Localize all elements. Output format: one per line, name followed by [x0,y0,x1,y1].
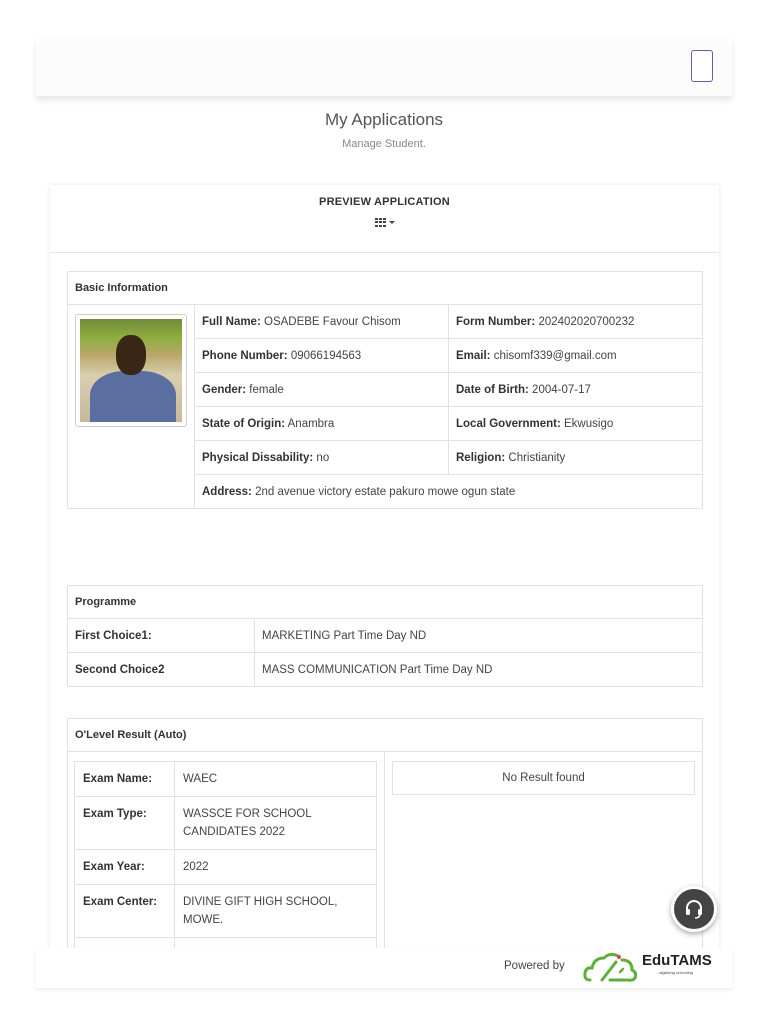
exam-details-table [74,761,377,973]
exam-center-value: DIVINE GIFT HIGH SCHOOL, MOWE. [175,885,377,938]
email-cell: Email: chisomf339@gmail.com [449,339,703,373]
card-title: PREVIEW APPLICATION [319,196,450,208]
disability-cell: Physical Dissability: no [195,441,449,475]
section-title-olevel: O'Level Result (Auto) [68,718,702,752]
table-row: Exam Year: 2022 [75,850,377,885]
application-preview-card [50,185,719,955]
exam-details [74,761,377,973]
form-number-value: 202402020700232 [538,315,635,328]
page-subtitle: Manage Student. [342,138,426,150]
table-row [68,653,703,687]
olevel-result-section [67,718,703,953]
table-row: Exam Name: WAEC [75,762,377,797]
religion-cell: Religion: Christianity [449,441,703,475]
lga-cell: Local Government: Ekwusigo [449,407,703,441]
brand-tagline: ...digitizing schooling [656,970,693,975]
exam-name-value: WAEC [175,762,377,797]
disability-value: no [316,451,330,464]
table-row [68,619,703,653]
options-dropdown-button[interactable] [375,216,395,228]
page-title: My Applications [324,110,444,129]
address-cell: Address: 2nd avenue victory estate pakuro mowe ogun state [195,475,703,509]
table-row: Exam Type: WASSCE FOR SCHOOL CANDIDATES 2022 [75,797,377,850]
dob-value: 2004-07-17 [532,383,591,396]
basic-information-section [67,271,703,509]
photo-cell [68,305,195,509]
table-row: Exam Center: DIVINE GIFT HIGH SCHOOL, MOWE. [75,885,377,938]
headset-icon [684,899,704,919]
gender-value: female [249,383,284,396]
powered-by-text: Powered by [504,960,565,972]
programme-table [67,618,703,687]
state-cell: State of Origin: Anambra [195,407,449,441]
brand-name: EduTAMS [642,952,712,969]
programme-section [67,585,703,687]
religion-value: Christianity [508,451,566,464]
email-value: chisomf339@gmail.com [493,349,617,362]
section-title-programme: Programme [67,585,703,619]
address-value: 2nd avenue victory estate pakuro mowe ogun state [255,485,516,498]
choice-value: MASS COMMUNICATION Part Time Day ND [255,653,703,687]
basic-info-table [67,304,703,509]
footer [36,948,732,988]
no-result-message: No Result found [392,761,695,795]
dob-cell: Date of Birth: 2004-07-17 [449,373,703,407]
grid-icon [375,218,386,227]
full-name-value: OSADEBE Favour Chisom [264,315,401,328]
top-navbar [36,38,732,96]
phone-value: 09066194563 [290,349,362,362]
full-name-cell: Full Name: OSADEBE Favour Chisom [195,305,449,339]
phone-cell: Phone Number: 09066194563 [195,339,449,373]
state-value: Anambra [287,417,335,430]
column-divider [384,752,385,952]
card-header [50,185,719,253]
exam-type-value: WASSCE FOR SCHOOL CANDIDATES 2022 [175,797,377,850]
section-title-basic: Basic Information [67,271,703,305]
menu-toggle-button[interactable] [691,50,713,82]
student-photo [75,314,187,427]
choice-value: MARKETING Part Time Day ND [255,619,703,653]
choice-label: First Choice1: [68,619,255,653]
gender-cell: Gender: female [195,373,449,407]
edutams-cloud-logo-icon [582,948,638,984]
live-support-button[interactable] [671,886,717,932]
form-number-cell: Form Number: 202402020700232 [449,305,703,339]
caret-down-icon [389,221,395,224]
lga-value: Ekwusigo [564,417,614,430]
choice-label: Second Choice2 [68,653,255,687]
exam-year-value: 2022 [175,850,377,885]
